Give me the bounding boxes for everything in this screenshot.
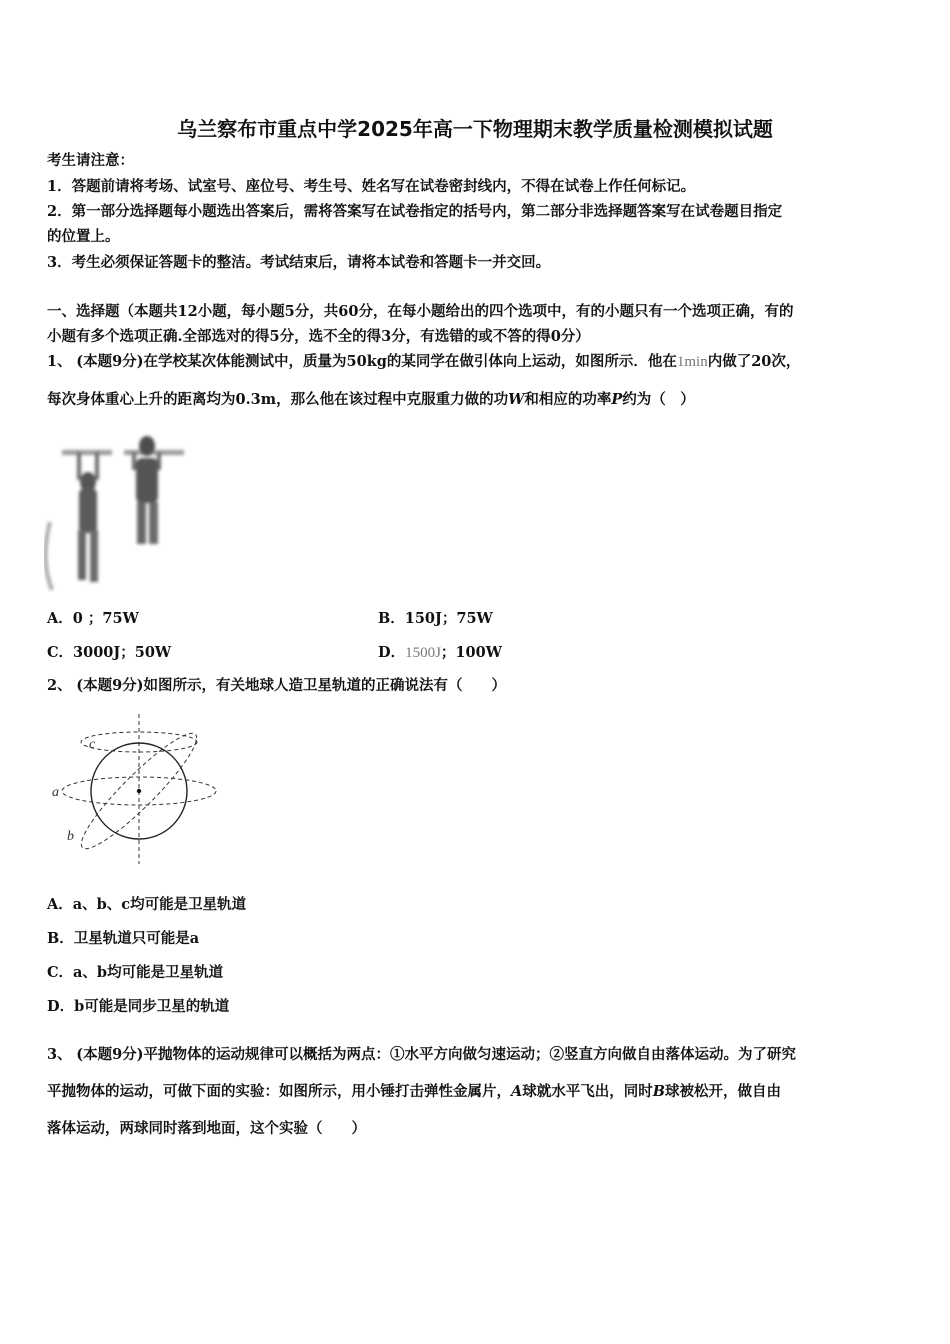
q2-option-b: B．卫星轨道只可能是a [47,930,200,947]
question-text: 内做了20次， [707,353,801,370]
question-text: 平抛物体的运动，可做下面的实验：如图所示，用小锤打击弹性金属片， [47,1083,511,1100]
question-3-line-1 [47,1045,907,1065]
notice-item-1: 1．答题前请将考场、试室号、座位号、考生号、姓名写在试卷密封线内，不得在试卷上作任何标记。 [47,178,696,195]
variable-b: B [652,1083,666,1100]
question-2-line-1 [47,676,907,696]
section-heading-line-1: 一、选择题（本题共12小题，每小题5分，共60分，在每小题给出的四个选项中，有的小题只有一个选项正确，有的 [47,303,794,320]
question-number: 1、 [47,353,72,370]
orbit-label-b: b [67,829,74,844]
question-text: 每次身体重心上升的距离均为0.3m，那么他在该过程中克服重力做的功 [47,391,509,408]
option-label: D． [378,644,406,661]
question-text: 球被松开，做自由 [665,1083,782,1100]
unit-image-text: 1min [676,354,708,370]
pull-up-figure [44,430,189,592]
question-text: 落体运动，两球同时落到地面，这个实验（ ） [47,1120,366,1137]
q2-option-c: C．a、b均可能是卫星轨道 [47,964,224,981]
question-number: 2、 [47,677,72,694]
question-3-line-3 [47,1119,907,1139]
variable-w: W [508,391,525,408]
notice-item-2: 2．第一部分选择题每小题选出答案后，需将答案写在试卷指定的括号内，第二部分非选择题答案写在试卷题目指定 [47,203,783,220]
question-1-line-1 [47,352,907,372]
orbit-label-c: c [89,737,96,752]
q1-option-b: B．150J；75W [378,610,493,627]
q1-option-d [378,641,502,662]
notice-item-3: 3．考生必须保证答题卡的整洁。考试结束后，请将本试卷和答题卡一并交回。 [47,254,551,271]
option-image-text: 1500J [405,645,441,661]
question-3-line-2 [47,1082,907,1102]
page-title: 乌兰察布市重点中学2025年高一下物理期末教学质量检测模拟试题 [177,117,773,141]
q2-option-a: A．a、b、c均可能是卫星轨道 [47,896,247,913]
question-text: 球就水平飞出，同时 [522,1083,653,1100]
question-1-line-2 [47,390,907,410]
option-text: ；100W [440,644,502,661]
question-text: (本题9分)在学校某次体能测试中，质量为50kg的某同学在做引体向上运动，如图所示．他在 [76,353,677,370]
orbit-label-a: a [52,785,59,800]
notice-item-2-cont: 的位置上。 [47,228,120,245]
satellite-orbits-diagram [50,712,230,867]
variable-a: A [511,1083,523,1100]
question-text: 约为（ ） [622,391,695,408]
question-number: 3、 [47,1046,72,1063]
question-text: 和相应的功率 [524,391,612,408]
q2-option-d: D．b可能是同步卫星的轨道 [47,998,230,1015]
question-text: (本题9分)平抛物体的运动规律可以概括为两点：①水平方向做匀速运动；②竖直方向做自由落体运动。为了研究 [76,1046,797,1063]
section-heading-line-2: 小题有多个选项正确.全部选对的得5分，选不全的得3分，有选错的或不答的得0分） [47,328,590,345]
variable-p: P [611,391,623,408]
question-text: (本题9分)如图所示，有关地球人造卫星轨道的正确说法有（ ） [76,677,507,694]
q1-option-c: C．3000J；50W [47,644,172,661]
q1-option-a: A．0 ；75W [47,610,139,627]
notice-heading: 考生请注意： [47,152,134,169]
